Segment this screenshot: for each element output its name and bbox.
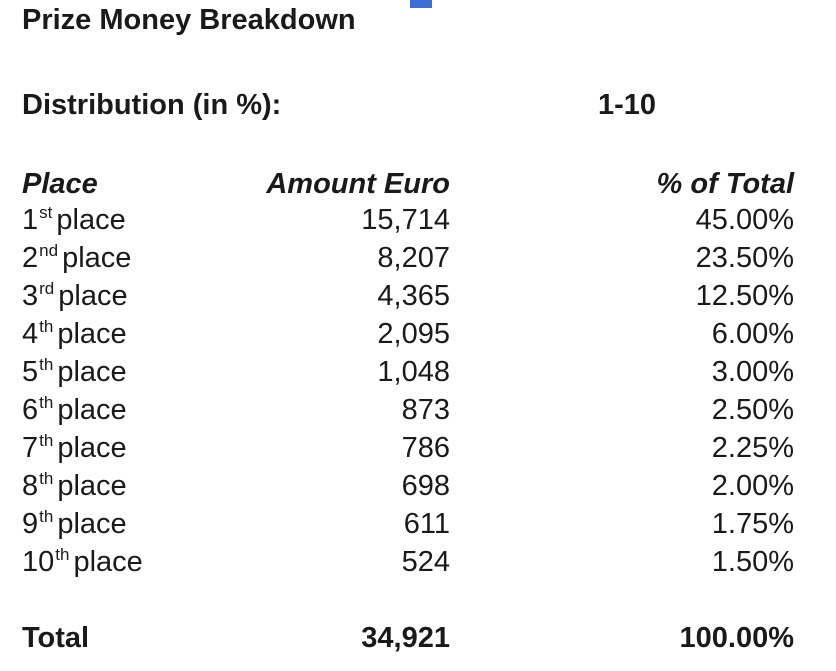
place-cell [22, 394, 127, 427]
percent-cell: 1.50% [711, 546, 794, 578]
place-number: 2 [22, 242, 39, 274]
place-number: 5 [22, 356, 39, 388]
amount-cell: 786 [401, 432, 450, 464]
place-word: place [62, 242, 132, 274]
percent-cell: 23.50% [695, 242, 794, 274]
place-cell [22, 508, 127, 541]
place-cell [22, 546, 143, 579]
table-header [0, 168, 836, 204]
table-row [0, 508, 836, 546]
ordinal-suffix: th [39, 393, 54, 412]
ordinal-suffix: th [39, 469, 54, 488]
place-number: 1 [22, 204, 39, 236]
table-row [0, 546, 836, 584]
ordinal-suffix: th [39, 431, 54, 450]
ordinal-suffix: nd [39, 241, 59, 260]
total-amount: 34,921 [361, 622, 450, 654]
place-number: 3 [22, 280, 39, 312]
place-cell [22, 242, 131, 275]
header-place: Place [22, 168, 98, 200]
cell-cursor-marker [410, 0, 432, 8]
amount-cell: 15,714 [361, 204, 450, 236]
place-number: 9 [22, 508, 39, 540]
place-number: 7 [22, 432, 39, 464]
place-word: place [57, 508, 127, 540]
percent-cell: 45.00% [695, 204, 794, 236]
ordinal-suffix: th [55, 545, 70, 564]
header-amount: Amount Euro [266, 168, 450, 200]
total-percent: 100.00% [679, 622, 794, 654]
ordinal-suffix: th [39, 507, 54, 526]
place-word: place [57, 394, 127, 426]
table-row [0, 204, 836, 242]
place-number: 8 [22, 470, 39, 502]
place-cell [22, 432, 127, 465]
place-word: place [56, 204, 126, 236]
percent-cell: 1.75% [711, 508, 794, 540]
place-cell [22, 280, 128, 313]
table-body [0, 204, 836, 584]
place-number: 6 [22, 394, 39, 426]
percent-cell: 2.50% [711, 394, 794, 426]
ordinal-suffix: th [39, 317, 54, 336]
distribution-label: Distribution (in %): [22, 89, 282, 121]
place-cell [22, 356, 127, 389]
ordinal-suffix: th [39, 355, 54, 374]
amount-cell: 611 [403, 508, 450, 540]
place-number: 4 [22, 318, 39, 350]
table-row [0, 280, 836, 318]
total-label: Total [22, 622, 90, 654]
amount-cell: 524 [401, 546, 450, 578]
place-number: 10 [22, 546, 55, 578]
page-title: Prize Money Breakdown [22, 4, 356, 36]
percent-cell: 2.25% [711, 432, 794, 464]
place-cell [22, 470, 127, 503]
place-word: place [57, 432, 127, 464]
table-row [0, 242, 836, 280]
amount-cell: 2,095 [377, 318, 450, 350]
table-row [0, 318, 836, 356]
total-row [0, 622, 836, 662]
ordinal-suffix: st [39, 203, 53, 222]
percent-cell: 6.00% [711, 318, 794, 350]
table-row [0, 394, 836, 432]
percent-cell: 3.00% [711, 356, 794, 388]
place-word: place [58, 280, 128, 312]
place-cell [22, 204, 126, 237]
amount-cell: 698 [401, 470, 450, 502]
percent-cell: 12.50% [695, 280, 794, 312]
table-row [0, 470, 836, 508]
amount-cell: 8,207 [377, 242, 450, 274]
place-word: place [57, 318, 127, 350]
header-percent: % of Total [656, 168, 794, 200]
amount-cell: 4,365 [377, 280, 450, 312]
table-row [0, 432, 836, 470]
percent-cell: 2.00% [711, 470, 794, 502]
table-row [0, 356, 836, 394]
distribution-value: 1-10 [598, 89, 657, 121]
place-word: place [57, 470, 127, 502]
amount-cell: 873 [401, 394, 450, 426]
place-cell [22, 318, 127, 351]
place-word: place [73, 546, 143, 578]
ordinal-suffix: rd [39, 279, 55, 298]
amount-cell: 1,048 [377, 356, 450, 388]
place-word: place [57, 356, 127, 388]
